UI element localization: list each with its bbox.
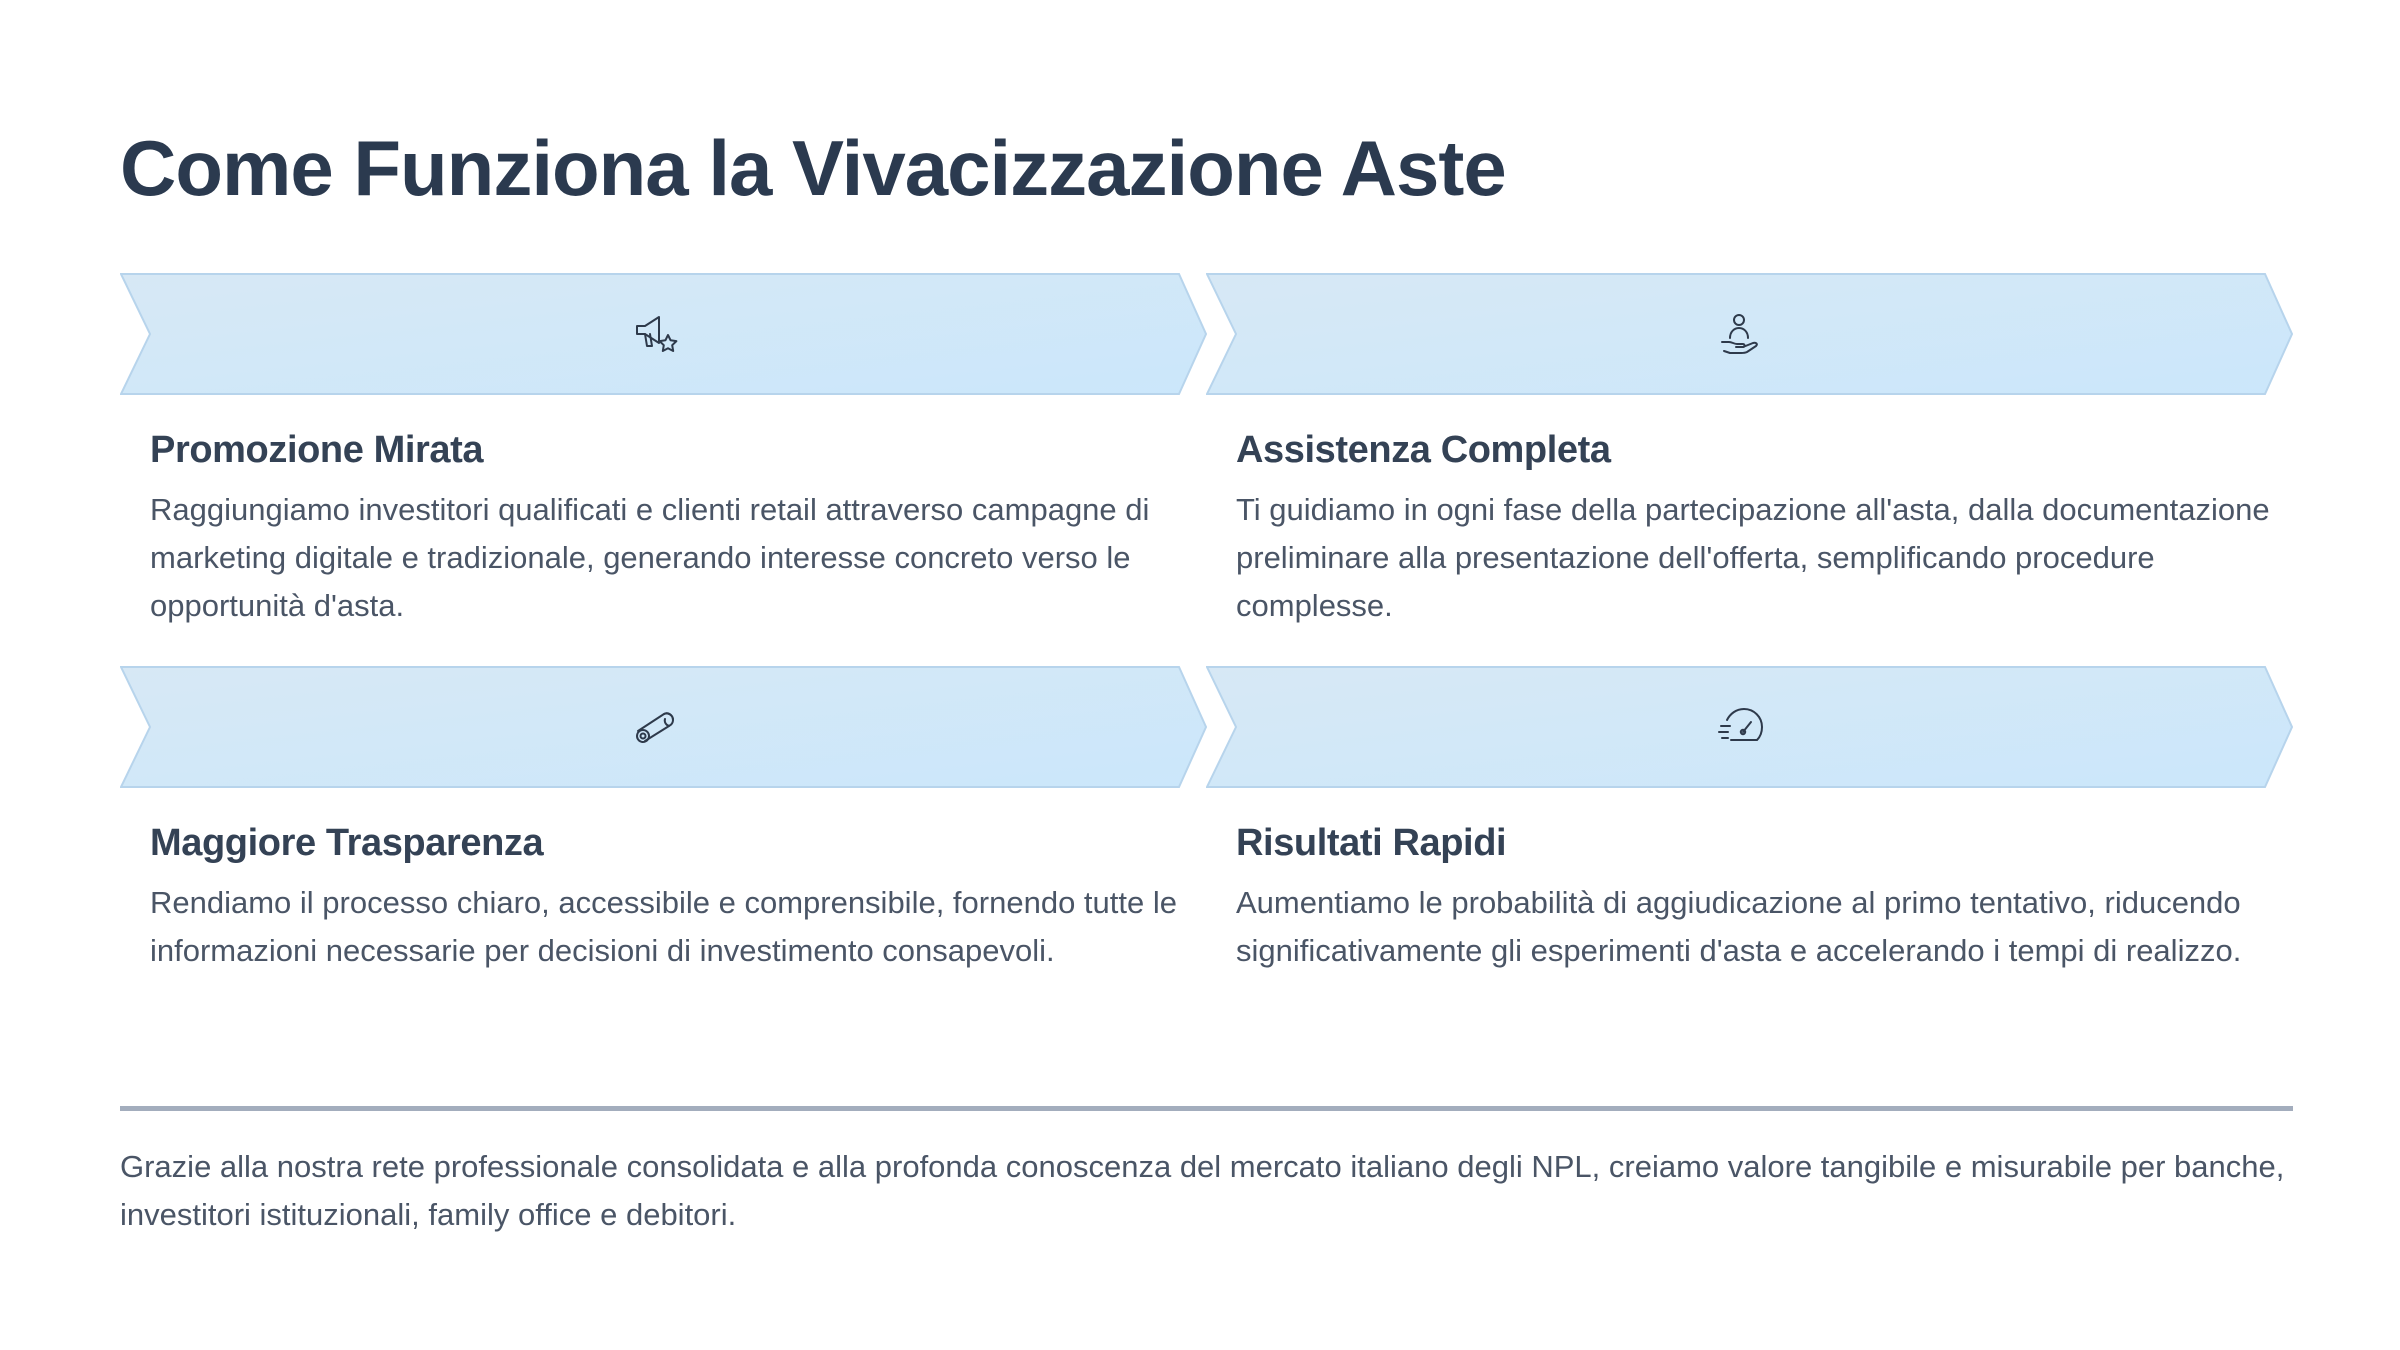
footer-text: Grazie alla nostra rete professionale consolidata e alla profonda conoscenza del mercato italiano degli NPL, creiamo valore tangibile e misurabile per banche, investitori istituzionali, family office e debitori. [120, 1149, 2285, 1232]
step-banner [1206, 666, 2293, 788]
card-description: Aumentiamo le probabilità di aggiudicazione al primo tentativo, riducendo significativamente gli esperimenti d'asta e accelerando i tempi di realizzo. [1236, 885, 2242, 968]
card-title: Maggiore Trasparenza [150, 822, 544, 864]
speedometer-fast-icon [1717, 702, 1767, 752]
step-banner [1206, 273, 2293, 395]
card-title: Promozione Mirata [150, 429, 484, 471]
step-banner [120, 273, 1207, 395]
card-description: Raggiungiamo investitori qualificati e clienti retail attraverso campagne di marketing digitale e tradizionale, generando interesse concreto verso le opportunità d'asta. [150, 492, 1150, 623]
card-description: Rendiamo il processo chiaro, accessibile e comprensibile, fornendo tutte le informazioni necessarie per decisioni di investimento consapevoli. [150, 885, 1177, 968]
scroll-document-icon [631, 702, 681, 752]
page-title: Come Funziona la Vivacizzazione Aste [120, 124, 1506, 212]
step-banner [120, 666, 1207, 788]
card-title: Risultati Rapidi [1236, 822, 1507, 864]
card-description: Ti guidiamo in ogni fase della partecipazione all'asta, dalla documentazione preliminare alla presentazione dell'offerta, semplificando procedure complesse. [1236, 492, 2270, 623]
section-divider [120, 1106, 2293, 1111]
card-title: Assistenza Completa [1236, 429, 1611, 471]
hand-person-support-icon [1717, 309, 1767, 359]
megaphone-star-icon [631, 309, 681, 359]
